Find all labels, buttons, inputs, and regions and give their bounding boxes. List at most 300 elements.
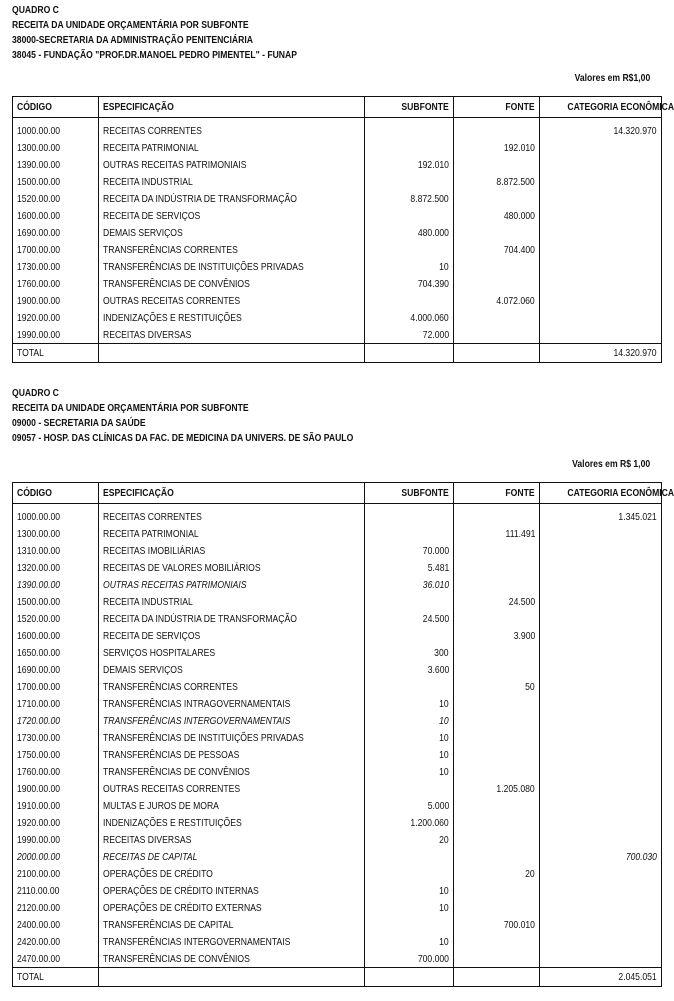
cell-especificacao-text: RECEITAS DE VALORES MOBILIÁRIOS [103,561,261,574]
total-codigo-text: TOTAL [17,347,44,359]
cell-subfonte [365,559,454,576]
cell-subfonte-text: 5.481 [427,561,449,574]
cell-codigo-text: 1730.00.00 [17,260,61,273]
column-header-especificacao-text: ESPECIFICAÇÃO [103,101,174,113]
table-row [13,729,662,746]
cell-codigo-text: 1000.00.00 [17,510,61,523]
cell-categoria-economica [540,627,662,644]
cell-categoria-economica-text: 700.030 [625,850,657,863]
cell-fonte [454,814,540,831]
cell-codigo-text: 1920.00.00 [17,816,61,829]
table-row [13,678,662,695]
cell-categoria-economica [540,661,662,678]
table-row [13,275,662,292]
cell-especificacao-text: RECEITA DA INDÚSTRIA DE TRANSFORMAÇÃO [103,612,297,625]
cell-fonte-text: 24.500 [508,595,535,608]
cell-categoria-economica [540,814,662,831]
cell-fonte-text: 192.010 [503,141,535,154]
cell-categoria-economica [540,797,662,814]
cell-especificacao-text: SERVIÇOS HOSPITALARES [103,646,216,659]
table-row [13,831,662,848]
cell-especificacao [99,797,365,814]
cell-codigo [13,882,99,899]
cell-subfonte-text: 10 [439,731,449,744]
cell-especificacao-text: TRANSFERÊNCIAS INTERGOVERNAMENTAIS [103,935,291,948]
cell-subfonte [365,763,454,780]
cell-codigo-text: 1720.00.00 [17,714,61,727]
cell-codigo-text: 1390.00.00 [17,578,61,591]
cell-subfonte [365,916,454,933]
cell-codigo [13,542,99,559]
cell-especificacao [99,763,365,780]
cell-especificacao-text: OUTRAS RECEITAS CORRENTES [103,294,241,307]
table-row [13,695,662,712]
table-row [13,292,662,309]
cell-subfonte-text: 8.872.500 [410,192,449,205]
cell-subfonte-text: 72.000 [422,328,449,341]
cell-codigo-text: 1910.00.00 [17,799,61,812]
cell-fonte [454,831,540,848]
cell-especificacao-text: TRANSFERÊNCIAS DE INSTITUIÇÕES PRIVADAS [103,260,304,273]
cell-subfonte [365,156,454,173]
cell-codigo [13,118,99,140]
cell-categoria-economica [540,780,662,797]
cell-subfonte [365,309,454,326]
cell-especificacao [99,899,365,916]
column-header-subfonte-text: SUBFONTE [401,487,449,499]
cell-fonte [454,610,540,627]
table-row [13,865,662,882]
column-header-fonte-text: FONTE [505,101,535,113]
cell-codigo-text: 1900.00.00 [17,294,61,307]
cell-codigo-text: 1310.00.00 [17,544,61,557]
header-line: QUADRO C [12,387,59,399]
column-header-codigo-text: CÓDIGO [17,101,52,113]
cell-fonte [454,950,540,968]
total-categoria-economica-text: 2.045.051 [618,971,657,983]
column-header-subfonte-text: SUBFONTE [401,101,449,113]
table-row [13,139,662,156]
cell-codigo-text: 1760.00.00 [17,277,61,290]
column-header-categoria-economica-text: CATEGORIA ECONÔMICA [567,101,674,113]
cell-fonte [454,661,540,678]
cell-fonte [454,644,540,661]
cell-categoria-economica [540,190,662,207]
table-row [13,848,662,865]
cell-especificacao-text: TRANSFERÊNCIAS INTERGOVERNAMENTAIS [103,714,291,727]
cell-categoria-economica-text: 1.345.021 [618,510,657,523]
column-header-especificacao [99,483,365,504]
cell-especificacao [99,173,365,190]
table-row [13,627,662,644]
header-line: RECEITA DA UNIDADE ORÇAMENTÁRIA POR SUBFONTE [12,402,249,414]
cell-especificacao [99,916,365,933]
table-row [13,190,662,207]
cell-categoria-economica [540,258,662,275]
cell-fonte [454,678,540,695]
cell-codigo-text: 1710.00.00 [17,697,61,710]
cell-codigo [13,525,99,542]
table-row [13,763,662,780]
cell-subfonte-text: 24.500 [422,612,449,625]
cell-fonte [454,712,540,729]
cell-codigo [13,309,99,326]
cell-subfonte [365,695,454,712]
cell-codigo-text: 1300.00.00 [17,141,61,154]
column-header-codigo [13,97,99,118]
quadro-1-header [12,3,656,63]
cell-subfonte [365,899,454,916]
cell-codigo [13,173,99,190]
cell-codigo [13,678,99,695]
table-row [13,814,662,831]
table-row [13,712,662,729]
cell-especificacao-text: TRANSFERÊNCIAS DE CAPITAL [103,918,234,931]
cell-especificacao-text: TRANSFERÊNCIAS CORRENTES [103,680,238,693]
cell-codigo [13,848,99,865]
cell-codigo [13,559,99,576]
table-row [13,661,662,678]
cell-especificacao [99,139,365,156]
cell-codigo [13,831,99,848]
cell-fonte [454,593,540,610]
cell-subfonte-text: 5.000 [427,799,449,812]
cell-especificacao-text: OPERAÇÕES DE CRÉDITO INTERNAS [103,884,259,897]
cell-especificacao-text: RECEITA DA INDÚSTRIA DE TRANSFORMAÇÃO [103,192,297,205]
cell-codigo-text: 2100.00.00 [17,867,61,880]
cell-codigo [13,326,99,344]
cell-subfonte-text: 704.390 [417,277,449,290]
cell-codigo [13,763,99,780]
cell-subfonte [365,933,454,950]
table-header-row [13,97,662,118]
cell-codigo [13,292,99,309]
total-subfonte [365,344,454,363]
table-row [13,504,662,526]
cell-codigo-text: 1520.00.00 [17,192,61,205]
cell-subfonte [365,275,454,292]
cell-especificacao-text: RECEITAS CORRENTES [103,510,202,523]
cell-fonte [454,326,540,344]
cell-codigo [13,610,99,627]
cell-subfonte [365,661,454,678]
cell-fonte [454,882,540,899]
cell-subfonte-text: 10 [439,935,449,948]
cell-subfonte-text: 70.000 [422,544,449,557]
cell-categoria-economica [540,865,662,882]
cell-codigo [13,156,99,173]
cell-especificacao [99,661,365,678]
quadro-2-units: Valores em R$ 1,00 [571,458,650,470]
cell-codigo-text: 1700.00.00 [17,243,61,256]
quadro-1-units: Valores em R$1,00 [574,72,650,84]
cell-especificacao-text: TRANSFERÊNCIAS DE PESSOAS [103,748,240,761]
cell-especificacao [99,644,365,661]
cell-subfonte [365,118,454,140]
cell-codigo [13,712,99,729]
cell-subfonte [365,882,454,899]
quadro-2 [12,386,674,998]
cell-especificacao [99,576,365,593]
table-row [13,258,662,275]
cell-categoria-economica [540,542,662,559]
cell-especificacao-text: TRANSFERÊNCIAS CORRENTES [103,243,238,256]
cell-categoria-economica [540,916,662,933]
cell-especificacao [99,746,365,763]
cell-fonte-text: 20 [525,867,535,880]
cell-codigo-text: 2400.00.00 [17,918,61,931]
cell-fonte [454,865,540,882]
cell-subfonte-text: 700.000 [417,952,449,965]
cell-codigo [13,661,99,678]
cell-codigo [13,576,99,593]
cell-codigo-text: 1300.00.00 [17,527,61,540]
table-header-row [13,483,662,504]
column-header-subfonte [365,97,454,118]
quadro-1 [12,3,674,375]
column-header-fonte-text: FONTE [505,487,535,499]
table-row [13,644,662,661]
cell-subfonte-text: 10 [439,697,449,710]
table-row [13,933,662,950]
cell-subfonte [365,831,454,848]
cell-categoria-economica [540,899,662,916]
cell-especificacao [99,780,365,797]
cell-codigo-text: 2470.00.00 [17,952,61,965]
cell-categoria-economica [540,224,662,241]
cell-fonte [454,241,540,258]
cell-especificacao [99,729,365,746]
table-row [13,525,662,542]
cell-especificacao [99,814,365,831]
cell-fonte [454,224,540,241]
cell-subfonte [365,593,454,610]
cell-fonte [454,848,540,865]
cell-especificacao-text: RECEITAS CORRENTES [103,124,202,137]
cell-especificacao-text: RECEITA DE SERVIÇOS [103,209,201,222]
cell-subfonte [365,326,454,344]
cell-categoria-economica [540,950,662,968]
table-row [13,118,662,140]
cell-fonte [454,933,540,950]
cell-codigo-text: 1760.00.00 [17,765,61,778]
cell-fonte [454,746,540,763]
cell-especificacao-text: DEMAIS SERVIÇOS [103,663,183,676]
table-row [13,882,662,899]
header-line: QUADRO C [12,4,59,16]
cell-codigo [13,933,99,950]
cell-especificacao-text: OPERAÇÕES DE CRÉDITO EXTERNAS [103,901,262,914]
cell-fonte [454,576,540,593]
cell-subfonte [365,797,454,814]
cell-especificacao-text: TRANSFERÊNCIAS DE CONVÊNIOS [103,277,250,290]
cell-especificacao [99,224,365,241]
cell-categoria-economica [540,292,662,309]
cell-especificacao-text: INDENIZAÇÕES E RESTITUIÇÕES [103,816,242,829]
cell-codigo-text: 1520.00.00 [17,612,61,625]
cell-fonte [454,559,540,576]
cell-categoria-economica [540,593,662,610]
cell-subfonte [365,627,454,644]
cell-categoria-economica-text: 14.320.970 [613,124,657,137]
cell-fonte-text: 8.872.500 [496,175,535,188]
cell-fonte-text: 700.010 [503,918,535,931]
cell-categoria-economica [540,207,662,224]
table-row [13,950,662,968]
table-row [13,780,662,797]
total-codigo [13,968,99,987]
cell-especificacao [99,933,365,950]
quadro-1-table [12,96,674,363]
cell-especificacao-text: DEMAIS SERVIÇOS [103,226,183,239]
cell-codigo [13,139,99,156]
cell-fonte-text: 3.900 [513,629,535,642]
cell-subfonte [365,865,454,882]
table-row [13,797,662,814]
cell-especificacao [99,882,365,899]
cell-fonte [454,139,540,156]
cell-especificacao [99,593,365,610]
cell-codigo [13,190,99,207]
table-row [13,610,662,627]
total-categoria-economica-text: 14.320.970 [613,347,657,359]
cell-codigo-text: 1920.00.00 [17,311,61,324]
cell-especificacao [99,525,365,542]
total-fonte [454,344,540,363]
column-header-categoria-economica [540,483,674,504]
header-line: 09000 - SECRETARIA DA SAÚDE [12,417,146,429]
cell-codigo [13,865,99,882]
cell-especificacao [99,950,365,968]
cell-especificacao-text: OUTRAS RECEITAS PATRIMONIAIS [103,578,247,591]
cell-codigo-text: 1730.00.00 [17,731,61,744]
cell-codigo [13,207,99,224]
cell-especificacao-text: TRANSFERÊNCIAS DE CONVÊNIOS [103,952,250,965]
cell-codigo [13,241,99,258]
cell-subfonte [365,224,454,241]
cell-codigo [13,916,99,933]
cell-codigo-text: 1690.00.00 [17,663,61,676]
table-row [13,241,662,258]
cell-codigo [13,746,99,763]
cell-fonte [454,275,540,292]
cell-categoria-economica [540,576,662,593]
cell-categoria-economica [540,729,662,746]
cell-subfonte [365,292,454,309]
cell-especificacao-text: RECEITAS IMOBILIÁRIAS [103,544,206,557]
cell-especificacao [99,207,365,224]
cell-especificacao-text: TRANSFERÊNCIAS DE CONVÊNIOS [103,765,250,778]
table-row [13,173,662,190]
quadro-2-header [12,386,656,446]
cell-fonte [454,173,540,190]
cell-codigo [13,224,99,241]
cell-fonte-text: 50 [525,680,535,693]
cell-especificacao [99,865,365,882]
cell-subfonte-text: 3.600 [427,663,449,676]
cell-especificacao [99,712,365,729]
cell-especificacao-text: OUTRAS RECEITAS CORRENTES [103,782,241,795]
cell-codigo [13,899,99,916]
cell-codigo-text: 1900.00.00 [17,782,61,795]
cell-subfonte-text: 20 [439,833,449,846]
table-row [13,746,662,763]
cell-categoria-economica [540,831,662,848]
table-row [13,326,662,344]
table-row [13,916,662,933]
cell-codigo-text: 1600.00.00 [17,209,61,222]
cell-fonte [454,899,540,916]
cell-especificacao [99,831,365,848]
cell-especificacao-text: RECEITAS DIVERSAS [103,328,192,341]
cell-subfonte [365,241,454,258]
cell-categoria-economica [540,763,662,780]
cell-subfonte [365,258,454,275]
cell-fonte [454,763,540,780]
cell-especificacao [99,610,365,627]
cell-categoria-economica [540,695,662,712]
cell-codigo-text: 1750.00.00 [17,748,61,761]
cell-fonte [454,525,540,542]
cell-fonte-text: 111.491 [505,527,535,540]
cell-codigo [13,729,99,746]
column-header-categoria-economica-text: CATEGORIA ECONÔMICA [567,487,674,499]
total-row [13,968,662,987]
cell-especificacao-text: RECEITAS DIVERSAS [103,833,192,846]
cell-codigo [13,504,99,526]
cell-especificacao-text: TRANSFERÊNCIAS DE INSTITUIÇÕES PRIVADAS [103,731,304,744]
cell-subfonte [365,190,454,207]
column-header-fonte [454,97,540,118]
cell-categoria-economica [540,610,662,627]
cell-subfonte-text: 480.000 [417,226,449,239]
cell-fonte [454,258,540,275]
cell-codigo [13,814,99,831]
column-header-fonte [454,483,540,504]
cell-subfonte-text: 10 [439,765,449,778]
cell-codigo-text: 1500.00.00 [17,595,61,608]
cell-especificacao [99,190,365,207]
cell-fonte [454,207,540,224]
cell-categoria-economica [540,156,662,173]
cell-subfonte [365,729,454,746]
cell-categoria-economica [540,309,662,326]
total-fonte [454,968,540,987]
cell-codigo [13,780,99,797]
cell-subfonte [365,542,454,559]
cell-categoria-economica [540,712,662,729]
cell-codigo-text: 2000.00.00 [17,850,61,863]
cell-especificacao [99,504,365,526]
cell-categoria-economica [540,678,662,695]
cell-especificacao [99,542,365,559]
cell-categoria-economica [540,644,662,661]
cell-codigo-text: 1000.00.00 [17,124,61,137]
header-line: 09057 - HOSP. DAS CLÍNICAS DA FAC. DE MEDICINA DA UNIVERS. DE SÃO PAULO [12,432,354,444]
cell-codigo [13,644,99,661]
table-row [13,559,662,576]
cell-especificacao [99,678,365,695]
cell-especificacao-text: RECEITAS DE CAPITAL [103,850,198,863]
cell-subfonte-text: 1.200.060 [410,816,449,829]
cell-fonte [454,542,540,559]
cell-fonte [454,118,540,140]
cell-codigo [13,797,99,814]
cell-fonte [454,916,540,933]
cell-subfonte-text: 10 [439,714,449,727]
table-row [13,542,662,559]
cell-especificacao-text: OUTRAS RECEITAS PATRIMONIAIS [103,158,247,171]
